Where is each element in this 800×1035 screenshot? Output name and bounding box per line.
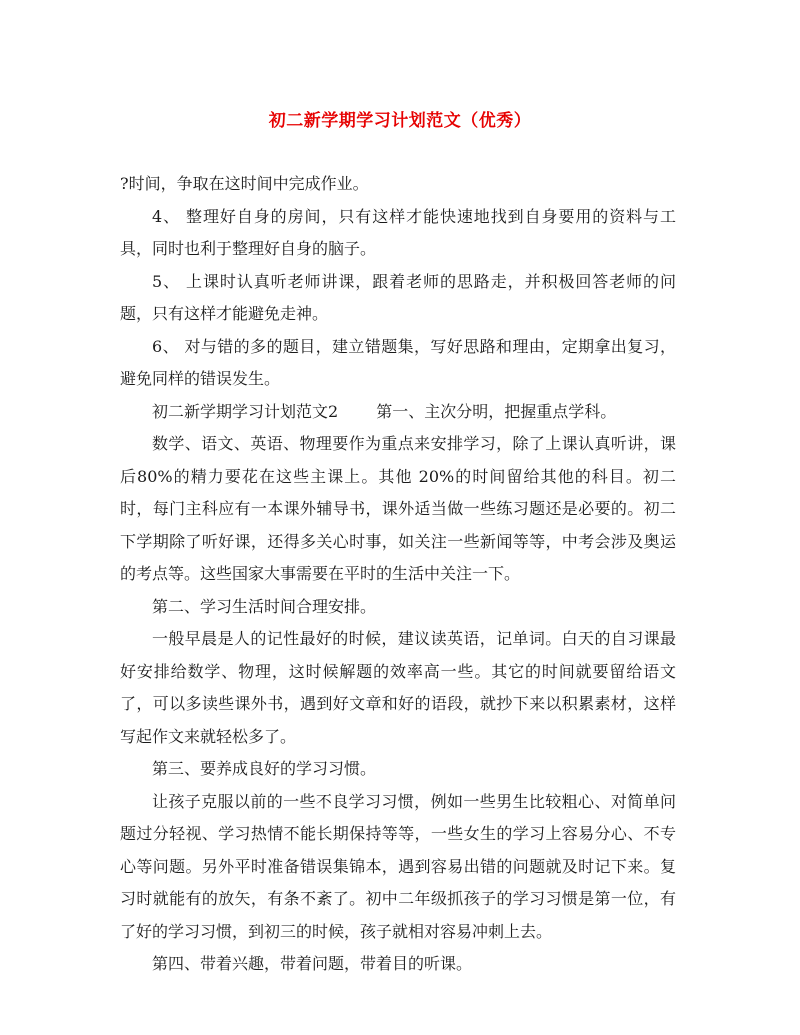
paragraph: 让孩子克服以前的一些不良学习习惯，例如一些男生比较粗心、对简单问题过分轻视、学习热情不能长期保持等等，一些女生的学习上容易分心、不专心等问题。另外平时准备错误集锦本，遇到容易出错的问题就及时记下来。复习时就能有的放矢，有条不紊了。初中二年级抓孩子的学习习惯是第一位，有了好的学习习惯，到初三的时候，孩子就相对容易冲刺上去。 xyxy=(120,791,676,941)
section-heading: 第二、学习生活时间合理安排。 xyxy=(152,596,377,616)
paragraph: 5、 上课时认真听老师讲课，跟着老师的思路走，并积极回答老师的问题，只有这样才能避免走神。 xyxy=(120,271,676,323)
paragraph: 6、 对与错的多的题目，建立错题集，写好思路和理由，定期拿出复习，避免同样的错误发生。 xyxy=(120,336,676,388)
subtitle-text: 初二新学期学习计划范文2 xyxy=(152,401,339,421)
paragraph: ?时间，争取在这时间中完成作业。 xyxy=(120,174,369,193)
document-body xyxy=(120,168,676,981)
section-heading-line xyxy=(120,396,676,429)
section-heading: 第四、带着兴趣，带着问题，带着目的听课。 xyxy=(152,954,473,973)
paragraph: 4、 整理好自身的房间，只有这样才能快速地找到自身要用的资料与工具，同时也利于整理好自身的脑子。 xyxy=(120,206,676,258)
paragraph: 数学、语文、英语、物理要作为重点来安排学习，除了上课认真听讲，课后80%的精力要花在这些主课上。其他 20%的时间留给其他的科目。初二时，每门主科应有一本课外辅导书，课外适当做一些练习题还是必要的。初二下学期除了听好课，还得多关心时事，如关注一些新闻等等，中考会涉及奥运的考点等。这些国家大事需要在平时的生活中关注一下。 xyxy=(120,434,676,583)
page-title: 初二新学期学习计划范文（优秀） xyxy=(268,111,532,131)
section-heading: 第三、要养成良好的学习习惯。 xyxy=(152,759,377,778)
paragraph: 一般早晨是人的记性最好的时候，建议读英语，记单词。白天的自习课最好安排给数学、物理，这时候解题的效率高一些。其它的时间就要留给语文了，可以多读些课外书，遇到好文章和好的语段，就抄下来以积累素材，这样写起作文来就轻松多了。 xyxy=(120,629,676,746)
section-heading: 第一、主次分明，把握重点学科。 xyxy=(376,401,617,421)
